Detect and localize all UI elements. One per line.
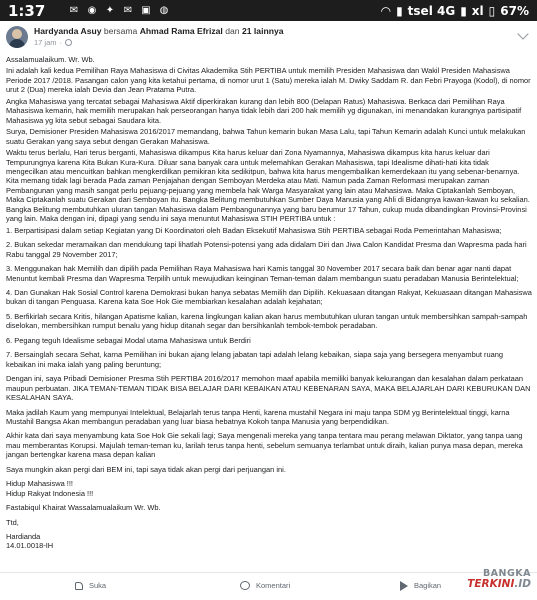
thumbs-up-icon: [75, 582, 83, 590]
network-label: tsel 4G: [407, 3, 456, 18]
post-paragraph: Waktu terus berlalu, Hari terus berganti, Mahasiswa dikampus Kita harus keluar dari Zona Nyamannya, Mahasiswa dikampus kita harus keluar dari Tempurungnya karena Kita Bukan Kura-Kura. Diluar sana banyak cara untuk melemahkan Gerakan Mahasiswa, tapi Idealisme dihati-hati kita tidak mengecilkan atau mencuitkan bahkan mengkerdilkan pemikiran kita sedikitpun, bahwa kita harus mengembalikan kemerdekaan itu yang sebenar-benarnya. Kita memang tidak lagi berada Pada zaman Penjajahan dengan Semboyan Merdeka atau Mati. Namun pada Zaman Reformasi merupakan zaman Pembangunan yang masih sangat perlu pejuang-pejuang yang membela hak Warga Masyarakat yang lain atau Mahasiswa. Maka Ciptakanlah Semboyan, Maka Ciptakanlah suatu Gerakan dari Semboyan itu. Bangka Belitung membutuhkan Sumber Daya Manusia yang Ahli di Bidangnya kawan-kawan ku sekalian. Bangka Belitung membutuhkan uluran tangan Mahasiswa dalam Pembangunannya yang baru berumur 17 Tahun, cukup muda dibandingkan Provinsi-Provinsi yang lain. Maka dengan ini, dipagi yang sendu ini saya menuntut Mahasiswa STIH PERTIBA untuk :: [6, 148, 530, 224]
post-paragraph: 7. Bersainglah secara Sehat, karna Pemilihan ini bukan ajang lelang jabatan tapi adalah lelang kebaikan, siapa saja yang bersegera menyambut ruang kebaikan ini maka ialah yang paling beruntung;: [6, 350, 503, 369]
post-paragraph: 6. Pegang teguh Idealisme sebagai Modal utama Mahasiswa untuk Berdiri: [6, 335, 251, 345]
message-icon: ✉: [69, 5, 79, 16]
post-paragraph: Ini adalah kali kedua Pemilihan Raya Mahasiswa di Civitas Akademika Stih PERTIBA untuk memilih Presiden Mahasiswa dan Wakil Presiden Mahasiswa Periode 2017 /2018. Pasangan calon yang kita ketahui pertama, di nomor urut 1 (Satu) mereka ialah M. Dwiky Saddam R. dan Febri Prayoga (Kodol), di nomor urut 2 (Dua) mereka ialah Devia dan Jean Pratama Putra.: [6, 66, 531, 95]
battery-icon: ▯: [488, 3, 496, 18]
author-line: [34, 26, 284, 37]
post-time[interactable]: 17 jam: [34, 38, 57, 47]
like-button[interactable]: [75, 581, 106, 590]
share-label: Bagikan: [414, 581, 442, 590]
signal-secondary-icon: ▮: [460, 3, 467, 18]
and-text: dan: [225, 26, 240, 36]
like-label: Suka: [89, 581, 107, 590]
post-time-line: 17 jam ·: [34, 37, 284, 48]
post-paragraph: Angka Mahasiswa yang tercatat sebagai Mahasiswa Aktif diperkirakan kurang dan lebih 800 (Delapan Ratus) Mahasiswa. Berkaca dari Pemilihan Raya Mahasiswa kemarin, hak memilih merupakan hak perseorangan hanya tidak lebih dari 200 hak memilih yg digunakan, ini menandakan kurangnya partisipatif Mahasiswa yg kita sebut sebagai Saudara kita.: [6, 96, 522, 125]
comment-label: Komentari: [256, 581, 291, 590]
globe-icon: [65, 39, 72, 46]
post-paragraph: Surya, Demisioner Presiden Mahasiswa 2016/2017 memandang, bahwa Tahun kemarin bukan Masa Lalu, tapi Tahun Kemarin adalah Kunci untuk melakukan suatu Gerakan yang saya sebut dengan Gerakan Mahasiswa.: [6, 127, 526, 146]
tagged-person[interactable]: Ahmad Rama Efrizal: [139, 26, 223, 36]
post-paragraph: 14.01.0018-IH: [6, 541, 54, 551]
share-button[interactable]: [400, 581, 441, 591]
status-bar: [0, 0, 537, 21]
post-paragraph: Fastabiqul Khairat Wassalamualaikum Wr. Wb.: [6, 503, 161, 513]
post-paragraph: Akhir kata dari saya menyambung kata Soe Hok Gie sekali lagi; Saya mengenali mereka yang tanpa tentara mau perang melawan Diktator, yang tanpa uang mau memberantas Korupsi. Majulah teman-teman ku, larilah terus tanpa henti, sebelum semuanya terlambat untuk diraih, kalian punya masa depan, mereka jangan bertengkar karena masa depan kalian: [6, 431, 523, 460]
status-time: 1:37: [8, 1, 46, 20]
comment-bubble-icon: [240, 581, 250, 590]
post-meta: [34, 26, 284, 48]
post-paragraph: Assalamualaikum. Wr. Wb.: [6, 55, 95, 64]
network-secondary: xl: [471, 3, 484, 18]
post-paragraph: 5. Berfikirlah secara Kritis, hilangan Apatisme kalian, karena lingkungan kalian akan harus membutuhkan uluran tangan untuk membersihkan sampah-sampah diselokan, membersihkan rumput benalu yang hidup ditanah segar dan bersihkanlah tembok-tembok peradaban.: [6, 311, 528, 331]
post-paragraph: 2. Bukan sekedar meramaikan dan mendukung tapi lihatlah Potensi-potensi yang ada didalam Diri dan Jiwa Calon Kandidat Presma dan Wapresma pada hari Rabu tanggal 29 November 2017;: [6, 240, 527, 259]
tagged-others[interactable]: 21 lainnya: [241, 26, 284, 36]
post-paragraph: Ttd,: [6, 517, 19, 527]
twitter-icon: ✦: [105, 5, 115, 16]
post-paragraph: 3. Menggunakan hak Memilih dan dipilih pada Pemilihan Raya Mahasiswa hari Kamis tanggal 30 November 2017 secara baik dan benar agar nanti dapat Menuntut kembali Presma dan Wapresma Terpilih untuk mewujudkan keinginan Teman-teman dalam membangun suatu peradaban Manusia Berintelektual;: [6, 264, 519, 283]
share-arrow-icon: [400, 581, 408, 591]
post-paragraph: Saya mungkin akan pergi dari BEM ini, tapi saya tidak akan pergi dari perjuangan ini.: [6, 464, 286, 474]
with-text: bersama: [103, 26, 138, 36]
chat-icon: ◉: [87, 5, 97, 16]
signal-icon: ▮: [396, 3, 403, 18]
watermark-bottom: TERKINI.ID: [467, 578, 531, 590]
post-paragraph: 4. Dan Gunakan Hak Sosial Control karena Demokrasi bukan hanya sebatas Memilih dan Dipilih. Kekuasaan ditangan Rakyat, Kekuasaan ditangan Mahasiswa bukan di tangan Penguasa. Karena kata Soe Hok Gie membiarkan kesalahan adalah kejahatan;: [6, 287, 532, 307]
notification-icons: [68, 5, 381, 17]
comment-button[interactable]: [240, 581, 290, 590]
wifi-icon: ◠: [380, 3, 392, 18]
battery-percent: 67%: [500, 3, 529, 18]
post-paragraph: Hidup Mahasiswa !!!: [6, 479, 73, 489]
mail-icon: ✉: [123, 5, 133, 16]
author-name[interactable]: Hardyanda Asuy: [34, 26, 102, 36]
post-paragraph: Hardianda: [6, 532, 41, 542]
avatar[interactable]: [6, 26, 28, 48]
post-paragraph: Dengan ini, saya Pribadi Demisioner Presma Stih PERTIBA 2016/2017 memohon maaf apabila memiliki banyak kekurangan dan kesalahan dalam perkataan maupun perbuatan. JIKA TEMAN-TEMAN TIDAK BISA BELAJAR DARI KEBAIKAN ATAU KEBENARAN SAYA, MAKA BELAJARLAH DARI KEBURUKAN DAN KESALAHAN SAYA.: [6, 374, 531, 403]
watermark-logo: [447, 568, 531, 592]
chevron-down-icon[interactable]: [517, 28, 528, 39]
post-paragraph: 1. Berpartisipasi dalam setiap Kegiatan yang Di Koordinatori oleh Badan Eksekutif Mahasiswa Stih PERTIBA sebagai Roda Pemerintahan Mahasiswa;: [6, 225, 502, 235]
image-icon: ▣: [141, 5, 151, 16]
status-right: [381, 4, 529, 18]
app-icon: ◍: [159, 5, 169, 16]
post-paragraph: Maka jadilah Kaum yang mempunyai Intelektual, Belajarlah terus tanpa Henti, karena mustahil Negara ini maju tanpa SDM yg Berintelektual tinggi, karna Mustahil Bangsa Akan membangun peradaban yang luar biasa hebatnya Kokoh tanpa Manusia yang berpendidikan.: [6, 407, 510, 426]
post-header: [0, 26, 537, 52]
watermark-top: BANGKA: [482, 568, 531, 579]
post-paragraph: Hidup Rakyat Indonesia !!!: [6, 488, 94, 498]
post-body: [6, 55, 532, 556]
